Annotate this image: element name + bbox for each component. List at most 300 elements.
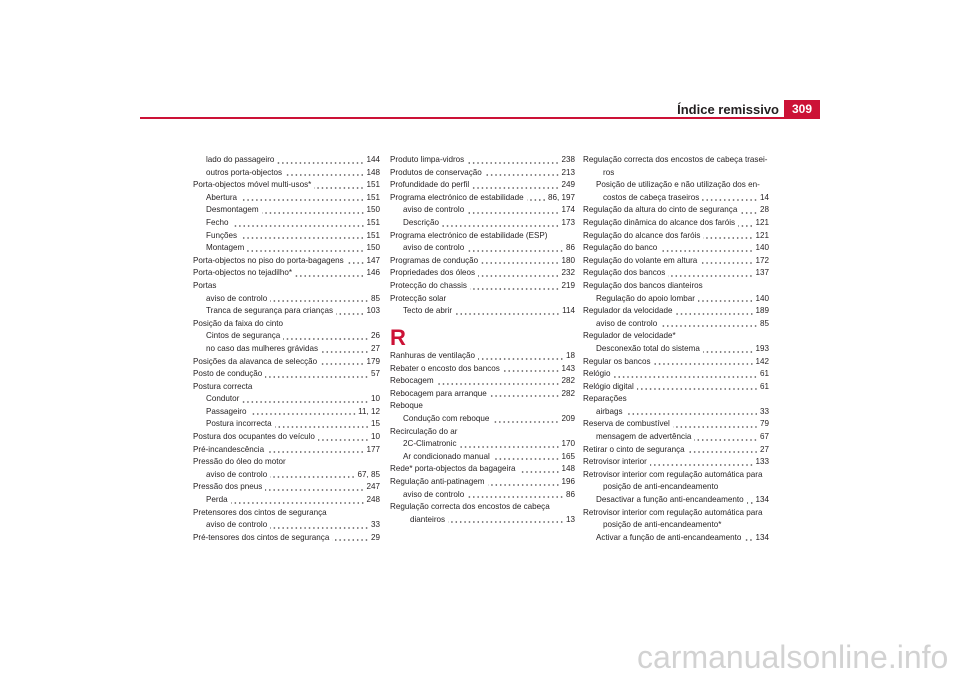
- entry-label: Regulador de velocidade*: [583, 331, 676, 341]
- entry-page-number: 15: [370, 419, 380, 429]
- entry-page-number: 10: [370, 432, 380, 442]
- entry-label: Regulação dinâmica do alcance dos faróis: [583, 217, 736, 227]
- entry-page-number: 142: [755, 356, 769, 366]
- entry-label: 2C-Climatronic: [403, 439, 457, 449]
- dot-leader: [660, 318, 758, 331]
- dot-leader: [437, 375, 560, 388]
- entry-page-number: 213: [561, 167, 575, 177]
- dot-leader: [490, 388, 560, 401]
- entry-page-number: 179: [366, 356, 380, 366]
- entry-page-number: 133: [755, 457, 769, 467]
- dot-leader: [267, 444, 364, 457]
- dot-leader: [336, 305, 364, 318]
- dot-leader: [295, 267, 364, 280]
- entry-label: ros: [603, 167, 615, 177]
- index-entry: [583, 267, 769, 280]
- dot-leader: [472, 179, 559, 192]
- entry-page-number: 10: [370, 394, 380, 404]
- dot-leader: [493, 451, 560, 464]
- entry-label: Portas: [193, 280, 217, 290]
- index-entry: [390, 230, 575, 243]
- index-entry: [193, 431, 380, 444]
- index-entry: [193, 204, 380, 217]
- entry-label: aviso de controlo: [596, 318, 658, 328]
- index-entry: [390, 280, 575, 293]
- index-entry: [583, 519, 769, 532]
- index-entry: [193, 406, 380, 419]
- entry-label: Fecho: [206, 217, 229, 227]
- entry-page-number: 249: [561, 180, 575, 190]
- entry-label: Retrovisor interior com regulação automática para: [583, 469, 763, 479]
- entry-page-number: 148: [561, 464, 575, 474]
- entry-page-number: 282: [561, 388, 575, 398]
- entry-page-number: 28: [759, 205, 769, 215]
- entry-page-number: 151: [366, 192, 380, 202]
- dot-leader: [270, 469, 355, 482]
- index-entry: [193, 267, 380, 280]
- entry-page-number: 33: [759, 406, 769, 416]
- dot-leader: [270, 293, 369, 306]
- dot-leader: [470, 280, 560, 293]
- entry-label: Condução com reboque: [403, 414, 490, 424]
- index-entry: [583, 456, 769, 469]
- entry-label: Pretensores dos cintos de segurança: [193, 507, 327, 517]
- index-entry: [583, 481, 769, 494]
- entry-page-number: 189: [755, 306, 769, 316]
- entry-page-number: 238: [561, 155, 575, 164]
- entry-page-number: 209: [561, 414, 575, 424]
- entry-label: Porta-objectos móvel multi-usos*: [193, 180, 312, 190]
- dot-leader: [242, 393, 369, 406]
- index-entry: [193, 519, 380, 532]
- dot-leader: [448, 514, 564, 527]
- index-entry: [390, 255, 575, 268]
- entry-page-number: 57: [370, 369, 380, 379]
- entry-page-number: 27: [370, 343, 380, 353]
- entry-label: aviso de controlo: [403, 489, 465, 499]
- index-column-1: [193, 154, 380, 544]
- index-entry: [583, 532, 769, 545]
- entry-label: Retrovisor interior: [583, 457, 647, 467]
- entry-label: Retirar o cinto de segurança: [583, 444, 685, 454]
- entry-label: Funções: [206, 230, 238, 240]
- entry-label: Protecção solar: [390, 293, 447, 303]
- index-entry: [583, 444, 769, 457]
- index-entry: [583, 356, 769, 369]
- entry-label: Profundidade do perfil: [390, 180, 470, 190]
- index-entry: [583, 255, 769, 268]
- entry-label: dianteiros: [410, 514, 446, 524]
- entry-label: Pré-incandescência: [193, 444, 265, 454]
- dot-leader: [654, 356, 754, 369]
- entry-page-number: 14: [759, 192, 769, 202]
- entry-page-number: 86, 197: [547, 192, 575, 202]
- entry-label: aviso de controlo: [206, 520, 268, 530]
- entry-page-number: 143: [561, 363, 575, 373]
- index-entry: [390, 154, 575, 167]
- dot-leader: [703, 343, 754, 356]
- section-letter: R: [390, 325, 406, 351]
- entry-label: lado do passageiro: [206, 155, 275, 164]
- entry-label: Desmontagem: [206, 205, 259, 215]
- dot-leader: [650, 456, 754, 469]
- index-entry: [193, 330, 380, 343]
- index-entry: [390, 451, 575, 464]
- watermark-text: carmanualsonline.info: [637, 639, 949, 675]
- index-entry: [390, 204, 575, 217]
- dot-leader: [467, 242, 564, 255]
- entry-label: airbags: [596, 406, 623, 416]
- dot-leader: [478, 267, 559, 280]
- index-entry: [193, 255, 380, 268]
- entry-page-number: 173: [561, 217, 575, 227]
- index-entry: [193, 507, 380, 520]
- index-entry: [390, 514, 575, 527]
- index-entry: [583, 343, 769, 356]
- index-column-2: [390, 154, 575, 526]
- dot-leader: [247, 242, 364, 255]
- dot-leader: [265, 368, 369, 381]
- entry-label: posição de anti-encandeamento: [603, 482, 719, 492]
- index-entry: [193, 532, 380, 545]
- entry-label: Ar condicionado manual: [403, 451, 490, 461]
- index-entry: [390, 217, 575, 230]
- entry-page-number: 174: [561, 205, 575, 215]
- entry-page-number: 26: [370, 331, 380, 341]
- index-entry: [193, 217, 380, 230]
- index-entry: [583, 242, 769, 255]
- entry-page-number: 18: [565, 351, 575, 361]
- entry-page-number: 180: [561, 255, 575, 265]
- index-entry: [193, 280, 380, 293]
- index-entry: [390, 501, 575, 514]
- header-rule: [140, 117, 820, 119]
- entry-label: Regulação dos bancos dianteiros: [583, 280, 703, 290]
- dot-leader: [467, 489, 564, 502]
- dot-leader: [519, 463, 560, 476]
- entry-label: Regulador da velocidade: [583, 306, 673, 316]
- index-entry: [390, 242, 575, 255]
- entry-page-number: 121: [755, 217, 769, 227]
- entry-label: Condutor: [206, 394, 240, 404]
- entry-page-number: 232: [561, 268, 575, 278]
- index-entry: [583, 318, 769, 331]
- entry-label: Produto limpa-vidros: [390, 155, 465, 164]
- entry-page-number: 67: [759, 432, 769, 442]
- dot-leader: [460, 438, 560, 451]
- entry-page-number: 134: [755, 495, 769, 505]
- entry-label: Reparações: [583, 394, 627, 404]
- dot-leader: [455, 305, 560, 318]
- entry-label: Regulação da altura do cinto de segurança: [583, 205, 738, 215]
- index-column-3: [583, 154, 769, 544]
- index-entry: [390, 305, 575, 318]
- index-entry: [193, 230, 380, 243]
- entry-label: Pressão dos pneus: [193, 482, 263, 492]
- entry-label: Porta-objectos no tejadilho*: [193, 268, 292, 278]
- entry-label: Ranhuras de ventilação: [390, 351, 476, 361]
- entry-page-number: 146: [366, 268, 380, 278]
- dot-leader: [275, 418, 369, 431]
- entry-page-number: 170: [561, 439, 575, 449]
- entry-page-number: 27: [759, 444, 769, 454]
- index-entry: [390, 476, 575, 489]
- entry-label: Programa electrónico de estabilidade (ESP): [390, 230, 548, 240]
- entry-page-number: 148: [366, 167, 380, 177]
- entry-label: Relógio: [583, 369, 611, 379]
- dot-leader: [688, 444, 758, 457]
- entry-label: Posição da faixa do cinto: [193, 318, 283, 328]
- index-entry: [583, 393, 769, 406]
- entry-label: Descrição: [403, 217, 439, 227]
- index-entry: [390, 375, 575, 388]
- index-entry: [583, 507, 769, 520]
- entry-label: Rede* porta-objectos da bagageira: [390, 464, 516, 474]
- index-entry: [583, 469, 769, 482]
- dot-leader: [527, 192, 546, 205]
- index-entry: [583, 330, 769, 343]
- entry-page-number: 151: [366, 230, 380, 240]
- dot-leader: [637, 381, 758, 394]
- entry-page-number: 140: [755, 243, 769, 253]
- index-entry: [193, 192, 380, 205]
- entry-label: Abertura: [206, 192, 238, 202]
- entry-page-number: 172: [755, 255, 769, 265]
- entry-label: Retrovisor interior com regulação automática para: [583, 507, 763, 517]
- index-entry: [193, 293, 380, 306]
- entry-label: costos de cabeça traseiros: [603, 192, 700, 202]
- index-entry: [193, 368, 380, 381]
- index-entry: [390, 413, 575, 426]
- entry-label: Rebocagem: [390, 376, 434, 386]
- entry-page-number: 144: [366, 155, 380, 164]
- dot-leader: [270, 519, 369, 532]
- index-entry: [390, 438, 575, 451]
- entry-page-number: 29: [370, 532, 380, 542]
- entry-label: Regulação dos bancos: [583, 268, 666, 278]
- dot-leader: [320, 356, 364, 369]
- index-entry: [390, 167, 575, 180]
- index-entry: [390, 179, 575, 192]
- dot-leader: [668, 267, 753, 280]
- index-entry: [583, 494, 769, 507]
- entry-page-number: 85: [370, 293, 380, 303]
- entry-label: Desconexão total do sistema: [596, 343, 700, 353]
- index-entry: [193, 444, 380, 457]
- dot-leader: [700, 255, 753, 268]
- index-entry: [390, 463, 575, 476]
- entry-page-number: 282: [561, 376, 575, 386]
- index-entry: [193, 456, 380, 469]
- entry-page-number: 150: [366, 243, 380, 253]
- entry-page-number: 33: [370, 520, 380, 530]
- entry-page-number: 193: [755, 343, 769, 353]
- dot-leader: [673, 418, 758, 431]
- index-entry: [390, 267, 575, 280]
- index-entry: [390, 293, 575, 306]
- entry-page-number: 79: [759, 419, 769, 429]
- entry-label: Perda: [206, 495, 228, 505]
- entry-label: Desactivar a função anti-encandeamento: [596, 495, 744, 505]
- dot-leader: [702, 192, 758, 205]
- entry-label: Regular os bancos: [583, 356, 651, 366]
- entry-page-number: 165: [561, 451, 575, 461]
- index-entry: [193, 356, 380, 369]
- dot-leader: [467, 204, 559, 217]
- index-entry: [390, 363, 575, 376]
- entry-label: Postura dos ocupantes do veículo: [193, 432, 315, 442]
- entry-page-number: 140: [755, 293, 769, 303]
- entry-label: Activar a função de anti-encandeamento: [596, 532, 742, 542]
- dot-leader: [318, 431, 369, 444]
- index-entry: [583, 192, 769, 205]
- entry-label: Rebocagem para arranque: [390, 388, 487, 398]
- entry-page-number: 247: [366, 482, 380, 492]
- entry-label: mensagem de advertência: [596, 432, 692, 442]
- entry-label: Posições da alavanca de selecção: [193, 356, 318, 366]
- index-entry: [583, 154, 769, 167]
- dot-leader: [676, 305, 754, 318]
- entry-label: Posição de utilização e não utilização dos en-: [596, 180, 760, 190]
- entry-label: aviso de controlo: [403, 243, 465, 253]
- index-entry: [390, 192, 575, 205]
- index-entry: [193, 343, 380, 356]
- entry-page-number: 147: [366, 255, 380, 265]
- dot-leader: [738, 217, 753, 230]
- index-entry: [193, 494, 380, 507]
- index-entry: [193, 381, 380, 394]
- entry-page-number: 150: [366, 205, 380, 215]
- entry-label: no caso das mulheres grávidas: [206, 343, 319, 353]
- entry-label: Regulação correcta dos encostos de cabeça: [390, 502, 550, 512]
- entry-label: Regulação anti-patinagem: [390, 477, 485, 487]
- entry-page-number: 86: [565, 489, 575, 499]
- entry-label: Regulação correcta dos encostos de cabeça trasei-: [583, 155, 768, 164]
- dot-leader: [347, 255, 365, 268]
- index-entry: [193, 393, 380, 406]
- index-entry: [390, 400, 575, 413]
- index-entry: [390, 489, 575, 502]
- entry-label: Relógio digital: [583, 381, 634, 391]
- entry-page-number: 11, 12: [358, 406, 380, 416]
- entry-page-number: 13: [565, 514, 575, 524]
- dot-leader: [698, 293, 753, 306]
- index-entry: [583, 167, 769, 180]
- entry-label: Cintos de segurança: [206, 331, 281, 341]
- entry-label: Rebater o encosto dos bancos: [390, 363, 500, 373]
- entry-label: aviso de controlo: [206, 469, 268, 479]
- dot-leader: [747, 494, 754, 507]
- dot-leader: [488, 476, 560, 489]
- entry-label: Reboque: [390, 401, 423, 411]
- index-entry: [193, 179, 380, 192]
- dot-leader: [442, 217, 560, 230]
- dot-leader: [321, 343, 369, 356]
- entry-label: Regulação do volante em altura: [583, 255, 698, 265]
- index-entry: [583, 418, 769, 431]
- index-entry: [390, 388, 575, 401]
- entry-label: Pressão do óleo do motor: [193, 457, 286, 467]
- entry-label: Protecção do chassis: [390, 280, 467, 290]
- index-entry: [193, 469, 380, 482]
- entry-page-number: 121: [755, 230, 769, 240]
- dot-leader: [740, 204, 758, 217]
- entry-label: outros porta-objectos: [206, 167, 283, 177]
- index-entry: [583, 280, 769, 293]
- index-entry: [193, 305, 380, 318]
- entry-page-number: 151: [366, 217, 380, 227]
- dot-leader: [232, 217, 365, 230]
- entry-page-number: 177: [366, 444, 380, 454]
- dot-leader: [467, 154, 559, 167]
- index-entry: [193, 418, 380, 431]
- dot-leader: [481, 255, 559, 268]
- index-entry: [583, 406, 769, 419]
- entry-page-number: 86: [565, 243, 575, 253]
- entry-label: aviso de controlo: [206, 293, 268, 303]
- dot-leader: [492, 413, 559, 426]
- entry-label: Pré-tensores dos cintos de segurança: [193, 532, 330, 542]
- dot-leader: [503, 363, 560, 376]
- entry-page-number: 67, 85: [357, 469, 380, 479]
- index-entry: [583, 368, 769, 381]
- dot-leader: [626, 406, 758, 419]
- entry-label: Porta-objectos no piso do porta-bagagens: [193, 255, 344, 265]
- entry-label: Tecto de abrir: [403, 306, 453, 316]
- entry-page-number: 61: [759, 369, 769, 379]
- dot-leader: [262, 204, 365, 217]
- dot-leader: [231, 494, 365, 507]
- index-entry: [583, 217, 769, 230]
- entry-label: Posto de condução: [193, 369, 263, 379]
- page-number-badge: [784, 100, 820, 118]
- dot-leader: [314, 179, 364, 192]
- entry-page-number: 61: [759, 381, 769, 391]
- dot-leader: [240, 230, 364, 243]
- dot-leader: [250, 406, 357, 419]
- entry-label: Propriedades dos óleos: [390, 268, 476, 278]
- entry-page-number: 103: [366, 306, 380, 316]
- dot-leader: [332, 532, 369, 545]
- dot-leader: [240, 192, 364, 205]
- entry-label: Passageiro: [206, 406, 247, 416]
- index-entry: [583, 431, 769, 444]
- dot-leader: [285, 167, 364, 180]
- dot-leader: [744, 532, 753, 545]
- entry-label: Reserva de combustível: [583, 419, 670, 429]
- entry-page-number: 196: [561, 477, 575, 487]
- entry-label: Postura correcta: [193, 381, 253, 391]
- entry-label: aviso de controlo: [403, 205, 465, 215]
- entry-label: Regulação do alcance dos faróis: [583, 230, 701, 240]
- entry-label: Tranca de segurança para crianças: [206, 306, 334, 316]
- entry-page-number: 248: [366, 495, 380, 505]
- dot-leader: [485, 167, 560, 180]
- entry-label: Regulação do banco: [583, 243, 658, 253]
- dot-leader: [613, 368, 758, 381]
- page-number: 309: [791, 102, 813, 116]
- entry-page-number: 85: [759, 318, 769, 328]
- entry-label: posição de anti-encandeamento*: [603, 520, 722, 530]
- index-entry: [583, 305, 769, 318]
- entry-page-number: 134: [755, 532, 769, 542]
- index-entry: [390, 426, 575, 439]
- index-entry: [583, 230, 769, 243]
- entry-label: Produtos de conservação: [390, 167, 482, 177]
- index-entry: [193, 318, 380, 331]
- entry-label: Programas de condução: [390, 255, 479, 265]
- index-entry: [193, 154, 380, 167]
